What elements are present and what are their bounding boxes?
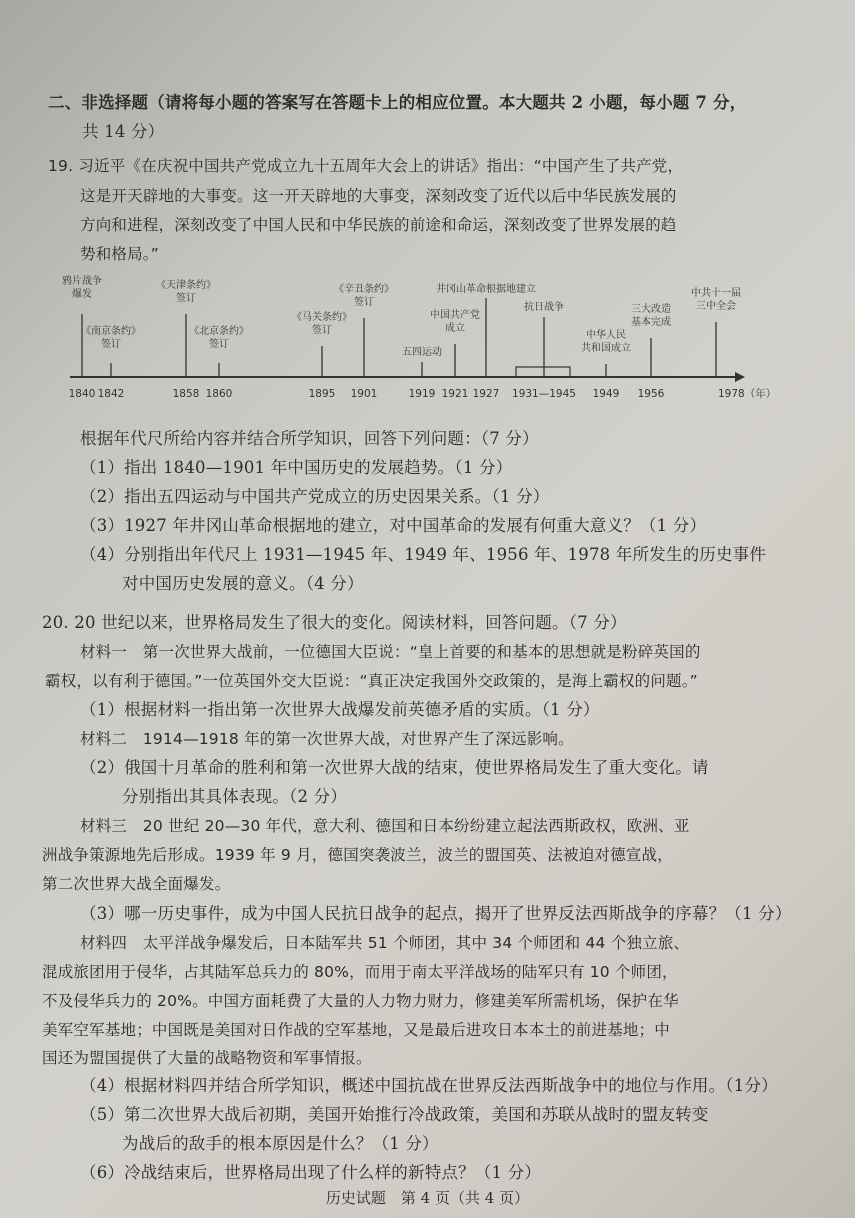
- timeline-event-label: 中共十一届: [691, 288, 741, 299]
- q19-stem-2: 这是开天辟地的大事变。这一开天辟地的大事变，深刻改变了近代以后中华民族发展的: [80, 187, 677, 205]
- timeline-event-label: 《北京条约》: [189, 326, 249, 337]
- timeline-year-label: 1919: [408, 388, 436, 400]
- section-two-heading-cont: 共 14 分）: [82, 122, 165, 141]
- q20-sub-6: （6）冷战结束后，世界格局出现了什么样的新特点？（1 分）: [80, 1163, 542, 1182]
- timeline-event-label: 三大改造: [631, 304, 671, 315]
- timeline-event-label: 抗日战争: [524, 302, 564, 313]
- q20-sub-3: （3）哪一历史事件，成为中国人民抗日战争的起点，揭开了世界反法西斯战争的序幕？（1 分）: [80, 904, 792, 923]
- timeline-event-label: 签订: [176, 293, 196, 304]
- q20-material-4-cont-2: 不及侵华兵力的 20%。中国方面耗费了大量的人力物力财力，修建美军所需机场，保护在华: [42, 992, 679, 1010]
- q19-sub-4-cont: 对中国历史发展的意义。（4 分）: [122, 574, 364, 593]
- war-period-bracket: [516, 367, 570, 377]
- timeline-event-label: 《辛丑条约》: [334, 284, 394, 295]
- timeline-year-label: 1895: [308, 388, 336, 400]
- timeline-event-label: 五四运动: [402, 347, 442, 358]
- timeline-year-label: 1901: [350, 388, 378, 400]
- timeline-year-label: 1858: [172, 388, 200, 400]
- timeline-event-label: 基本完成: [631, 317, 671, 328]
- q20-material-3-cont-2: 第二次世界大战全面爆发。: [42, 875, 231, 893]
- timeline-event-label: 三中全会: [696, 301, 736, 312]
- q20-material-1: 材料一 第一次世界大战前，一位德国大臣说：“皇上首要的和基本的思想就是粉碎英国的: [80, 643, 701, 661]
- timeline-year-label: 1927: [472, 388, 500, 400]
- timeline-event-label: 签订: [354, 297, 374, 308]
- page-footer: 历史试题 第 4 页（共 4 页）: [325, 1189, 530, 1207]
- q20-material-3-cont-1: 洲战争策源地先后形成。1939 年 9 月，德国突袭波兰，波兰的盟国英、法被迫对德宣战，: [42, 846, 673, 864]
- timeline-event-label: 《南京条约》: [81, 326, 141, 337]
- q20-sub-2: （2）俄国十月革命的胜利和第一次世界大战的结束，使世界格局发生了重大变化。请: [80, 758, 709, 777]
- q19-stem-4: 势和格局。”: [80, 245, 159, 263]
- timeline-event-label: 签订: [209, 339, 229, 350]
- timeline-event-label: 鸦片战争: [62, 276, 102, 287]
- q19-prompt: 根据年代尺所给内容并结合所学知识，回答下列问题：（7 分）: [80, 429, 539, 448]
- section-two-heading: 二、非选择题（请将每小题的答案写在答题卡上的相应位置。本大题共 2 小题，每小题 7 分，: [48, 93, 747, 112]
- timeline-event-label: 爆发: [72, 289, 92, 300]
- q20-material-2: 材料二 1914—1918 年的第一次世界大战，对世界产生了深远影响。: [80, 730, 574, 748]
- q19-sub-1: （1）指出 1840—1901 年中国历史的发展趋势。（1 分）: [80, 458, 513, 477]
- q19-stem-1: 19. 习近平《在庆祝中国共产党成立九十五周年大会上的讲话》指出：“中国产生了共产党，: [48, 157, 684, 175]
- q19-stem-3: 方向和进程，深刻改变了中国人民和中华民族的前途和命运，深刻改变了世界发展的趋: [80, 216, 677, 234]
- timeline-year-label: 1978（年）: [718, 388, 777, 400]
- timeline-year-label: 1840: [68, 388, 96, 400]
- timeline-year-label: 1921: [441, 388, 469, 400]
- q20-sub-2-cont: 分别指出其具体表现。（2 分）: [122, 787, 347, 806]
- history-timeline: [0, 270, 855, 405]
- q20-material-4-cont-3: 美军空军基地；中国既是美国对日作战的空军基地，又是最后进攻日本本土的前进基地；中: [42, 1021, 671, 1039]
- q20-sub-4: （4）根据材料四并结合所学知识，概述中国抗战在世界反法西斯战争中的地位与作用。（1分）: [80, 1076, 778, 1095]
- timeline-year-label: 1842: [97, 388, 125, 400]
- timeline-year-label: 1931—1945: [512, 388, 576, 400]
- q19-sub-4: （4）分别指出年代尺上 1931—1945 年、1949 年、1956 年、1978 年所发生的历史事件: [80, 545, 767, 564]
- timeline-event-label: 签订: [101, 339, 121, 350]
- q20-material-4-cont-1: 混成旅团用于侵华，占其陆军总兵力的 80%，而用于南太平洋战场的陆军只有 10 个师团，: [42, 963, 678, 981]
- timeline-event-label: 中国共产党: [430, 310, 480, 321]
- q20-material-4: 材料四 太平洋战争爆发后，日本陆军共 51 个师团，其中 34 个师团和 44 个独立旅、: [80, 934, 690, 952]
- timeline-year-label: 1860: [205, 388, 233, 400]
- timeline-event-label: 成立: [445, 323, 465, 334]
- q19-sub-2: （2）指出五四运动与中国共产党成立的历史因果关系。（1 分）: [80, 487, 550, 506]
- timeline-year-label: 1956: [637, 388, 665, 400]
- timeline-event-label: 《天津条约》: [156, 280, 216, 291]
- q20-material-4-cont-4: 国还为盟国提供了大量的战略物资和军事情报。: [42, 1049, 372, 1067]
- timeline-event-label: 签订: [312, 325, 332, 336]
- q20-sub-5: （5）第二次世界大战后初期，美国开始推行冷战政策，美国和苏联从战时的盟友转变: [80, 1105, 709, 1124]
- timeline-event-label: 中华人民: [586, 330, 626, 341]
- q20-sub-1: （1）根据材料一指出第一次世界大战爆发前英德矛盾的实质。（1 分）: [80, 700, 600, 719]
- timeline-arrow: [735, 372, 745, 382]
- q20-material-3: 材料三 20 世纪 20—30 年代，意大利、德国和日本纷纷建立起法西斯政权，欧洲、亚: [80, 817, 690, 835]
- q20-material-1-cont: 霸权，以有利于德国。”一位英国外交大臣说：“真正决定我国外交政策的，是海上霸权的问题。”: [45, 672, 698, 690]
- q20-stem: 20. 20 世纪以来，世界格局发生了很大的变化。阅读材料，回答问题。（7 分）: [42, 613, 627, 632]
- q20-sub-5-cont: 为战后的敌手的根本原因是什么？（1 分）: [122, 1134, 439, 1153]
- timeline-event-label: 井冈山革命根据地建立: [436, 284, 536, 295]
- timeline-event-label: 《马关条约》: [292, 312, 352, 323]
- timeline-event-label: 共和国成立: [581, 343, 631, 354]
- timeline-year-label: 1949: [592, 388, 620, 400]
- q19-sub-3: （3）1927 年井冈山革命根据地的建立，对中国革命的发展有何重大意义？（1 分）: [80, 516, 707, 535]
